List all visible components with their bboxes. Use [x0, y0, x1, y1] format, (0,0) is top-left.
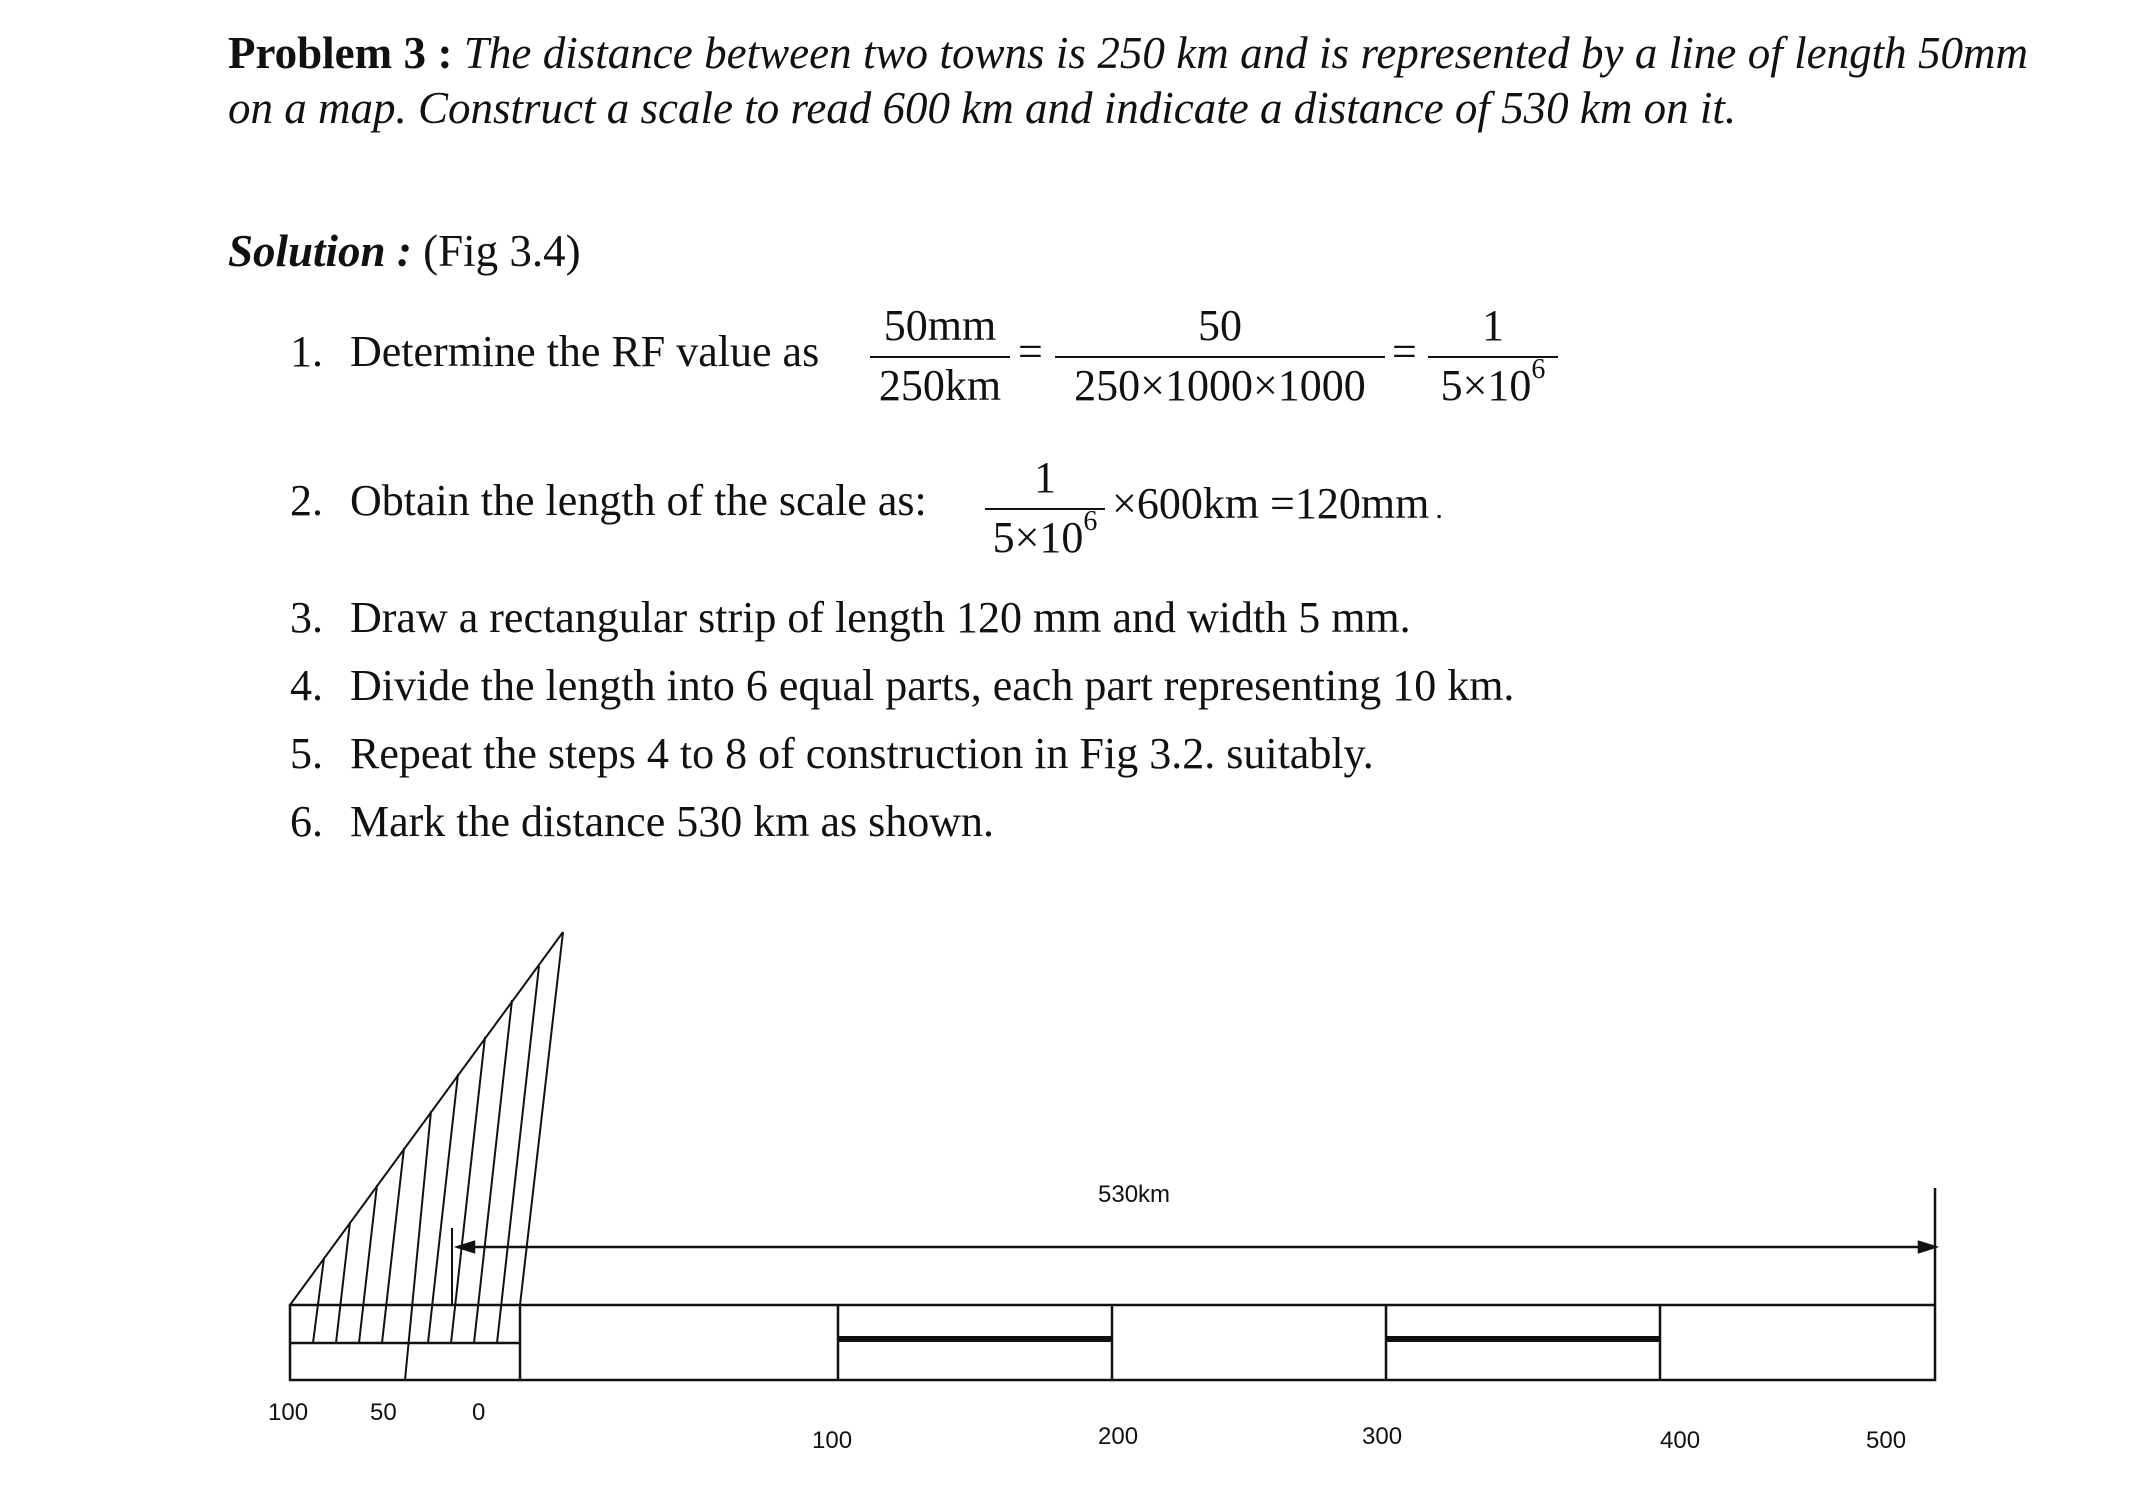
den-exponent: 6 — [1531, 354, 1546, 385]
projector-line — [474, 1000, 512, 1343]
projector-line — [428, 1074, 458, 1343]
scale-figure — [0, 900, 2152, 1485]
alternate-bar — [1386, 1336, 1660, 1342]
main-label: 200 — [1098, 1423, 1139, 1450]
step-5 — [290, 728, 1374, 780]
main-label: 300 — [1362, 1423, 1403, 1450]
fraction-denominator — [1428, 354, 1558, 412]
fraction-denominator — [985, 506, 1105, 564]
rf-fraction-1 — [870, 300, 1010, 412]
fraction-denominator: 250km — [878, 361, 1002, 410]
step-number: 2. — [290, 476, 323, 525]
step-number: 6. — [290, 797, 323, 846]
main-label: 400 — [1660, 1427, 1701, 1454]
step-text: Determine the RF value as — [350, 327, 820, 376]
fraction-denominator: 250×1000×1000 — [1074, 361, 1366, 410]
length-result-text: ×600km =120mm — [1112, 479, 1430, 528]
step-number: 5. — [290, 729, 323, 778]
step-text: Repeat the steps 4 to 8 of construction in Fig 3.2. suitably. — [350, 729, 1374, 778]
problem-statement — [228, 26, 2028, 136]
fraction-numerator: 50 — [1055, 300, 1385, 358]
fraction-numerator: 50mm — [870, 300, 1010, 358]
left-label: 100 — [268, 1399, 309, 1426]
projector-line — [405, 1111, 431, 1380]
length-result-tail: . — [1435, 492, 1443, 525]
projector-line — [382, 1148, 404, 1343]
problem-lead: Problem 3 : — [228, 28, 464, 78]
projector-line — [497, 966, 539, 1343]
step-number: 4. — [290, 661, 323, 710]
step-4 — [290, 660, 1514, 712]
scale-strip — [290, 1305, 1935, 1380]
length-fraction — [985, 452, 1105, 564]
step-number: 1. — [290, 327, 323, 376]
rf-fraction-3 — [1428, 300, 1558, 412]
main-label: 500 — [1866, 1427, 1907, 1454]
problem-text: The distance between two towns is 250 km and is represented by a line of length 50mm on a map. Construct a scale to read 600 km and indicate a distance of 530 km on it. — [228, 28, 2028, 133]
step-3 — [290, 592, 1411, 644]
step-1 — [290, 326, 819, 378]
arrowhead-right — [1919, 1242, 1935, 1252]
dimension-530km — [458, 1188, 1935, 1305]
step-2 — [290, 475, 927, 527]
den-base: 5×10 — [1440, 361, 1532, 410]
rf-fraction-2 — [1055, 300, 1385, 412]
fraction-numerator: 1 — [1428, 300, 1558, 358]
step-text: Obtain the length of the scale as: — [350, 476, 927, 525]
solution-heading — [228, 224, 581, 279]
equals-sign: = — [1018, 327, 1043, 376]
solution-label: Solution : — [228, 226, 412, 276]
den-exponent: 6 — [1083, 506, 1098, 537]
step-6 — [290, 796, 994, 848]
main-label: 100 — [812, 1427, 853, 1454]
left-label: 50 — [370, 1399, 397, 1426]
den-base: 5×10 — [992, 513, 1084, 562]
alternate-bar — [838, 1336, 1112, 1342]
diagonal-construction — [290, 932, 563, 1380]
solution-ref: (Fig 3.4) — [411, 226, 581, 276]
fraction-numerator: 1 — [985, 452, 1105, 510]
left-label: 0 — [472, 1399, 486, 1426]
step-number: 3. — [290, 593, 323, 642]
length-result — [1112, 478, 1443, 535]
distance-label: 530km — [1098, 1181, 1171, 1208]
step-text: Divide the length into 6 equal parts, each part representing 10 km. — [350, 661, 1515, 710]
equals-sign: = — [1392, 327, 1417, 376]
diagonal-line — [520, 932, 563, 1305]
step-text: Draw a rectangular strip of length 120 mm and width 5 mm. — [350, 593, 1411, 642]
step-text: Mark the distance 530 km as shown. — [350, 797, 994, 846]
